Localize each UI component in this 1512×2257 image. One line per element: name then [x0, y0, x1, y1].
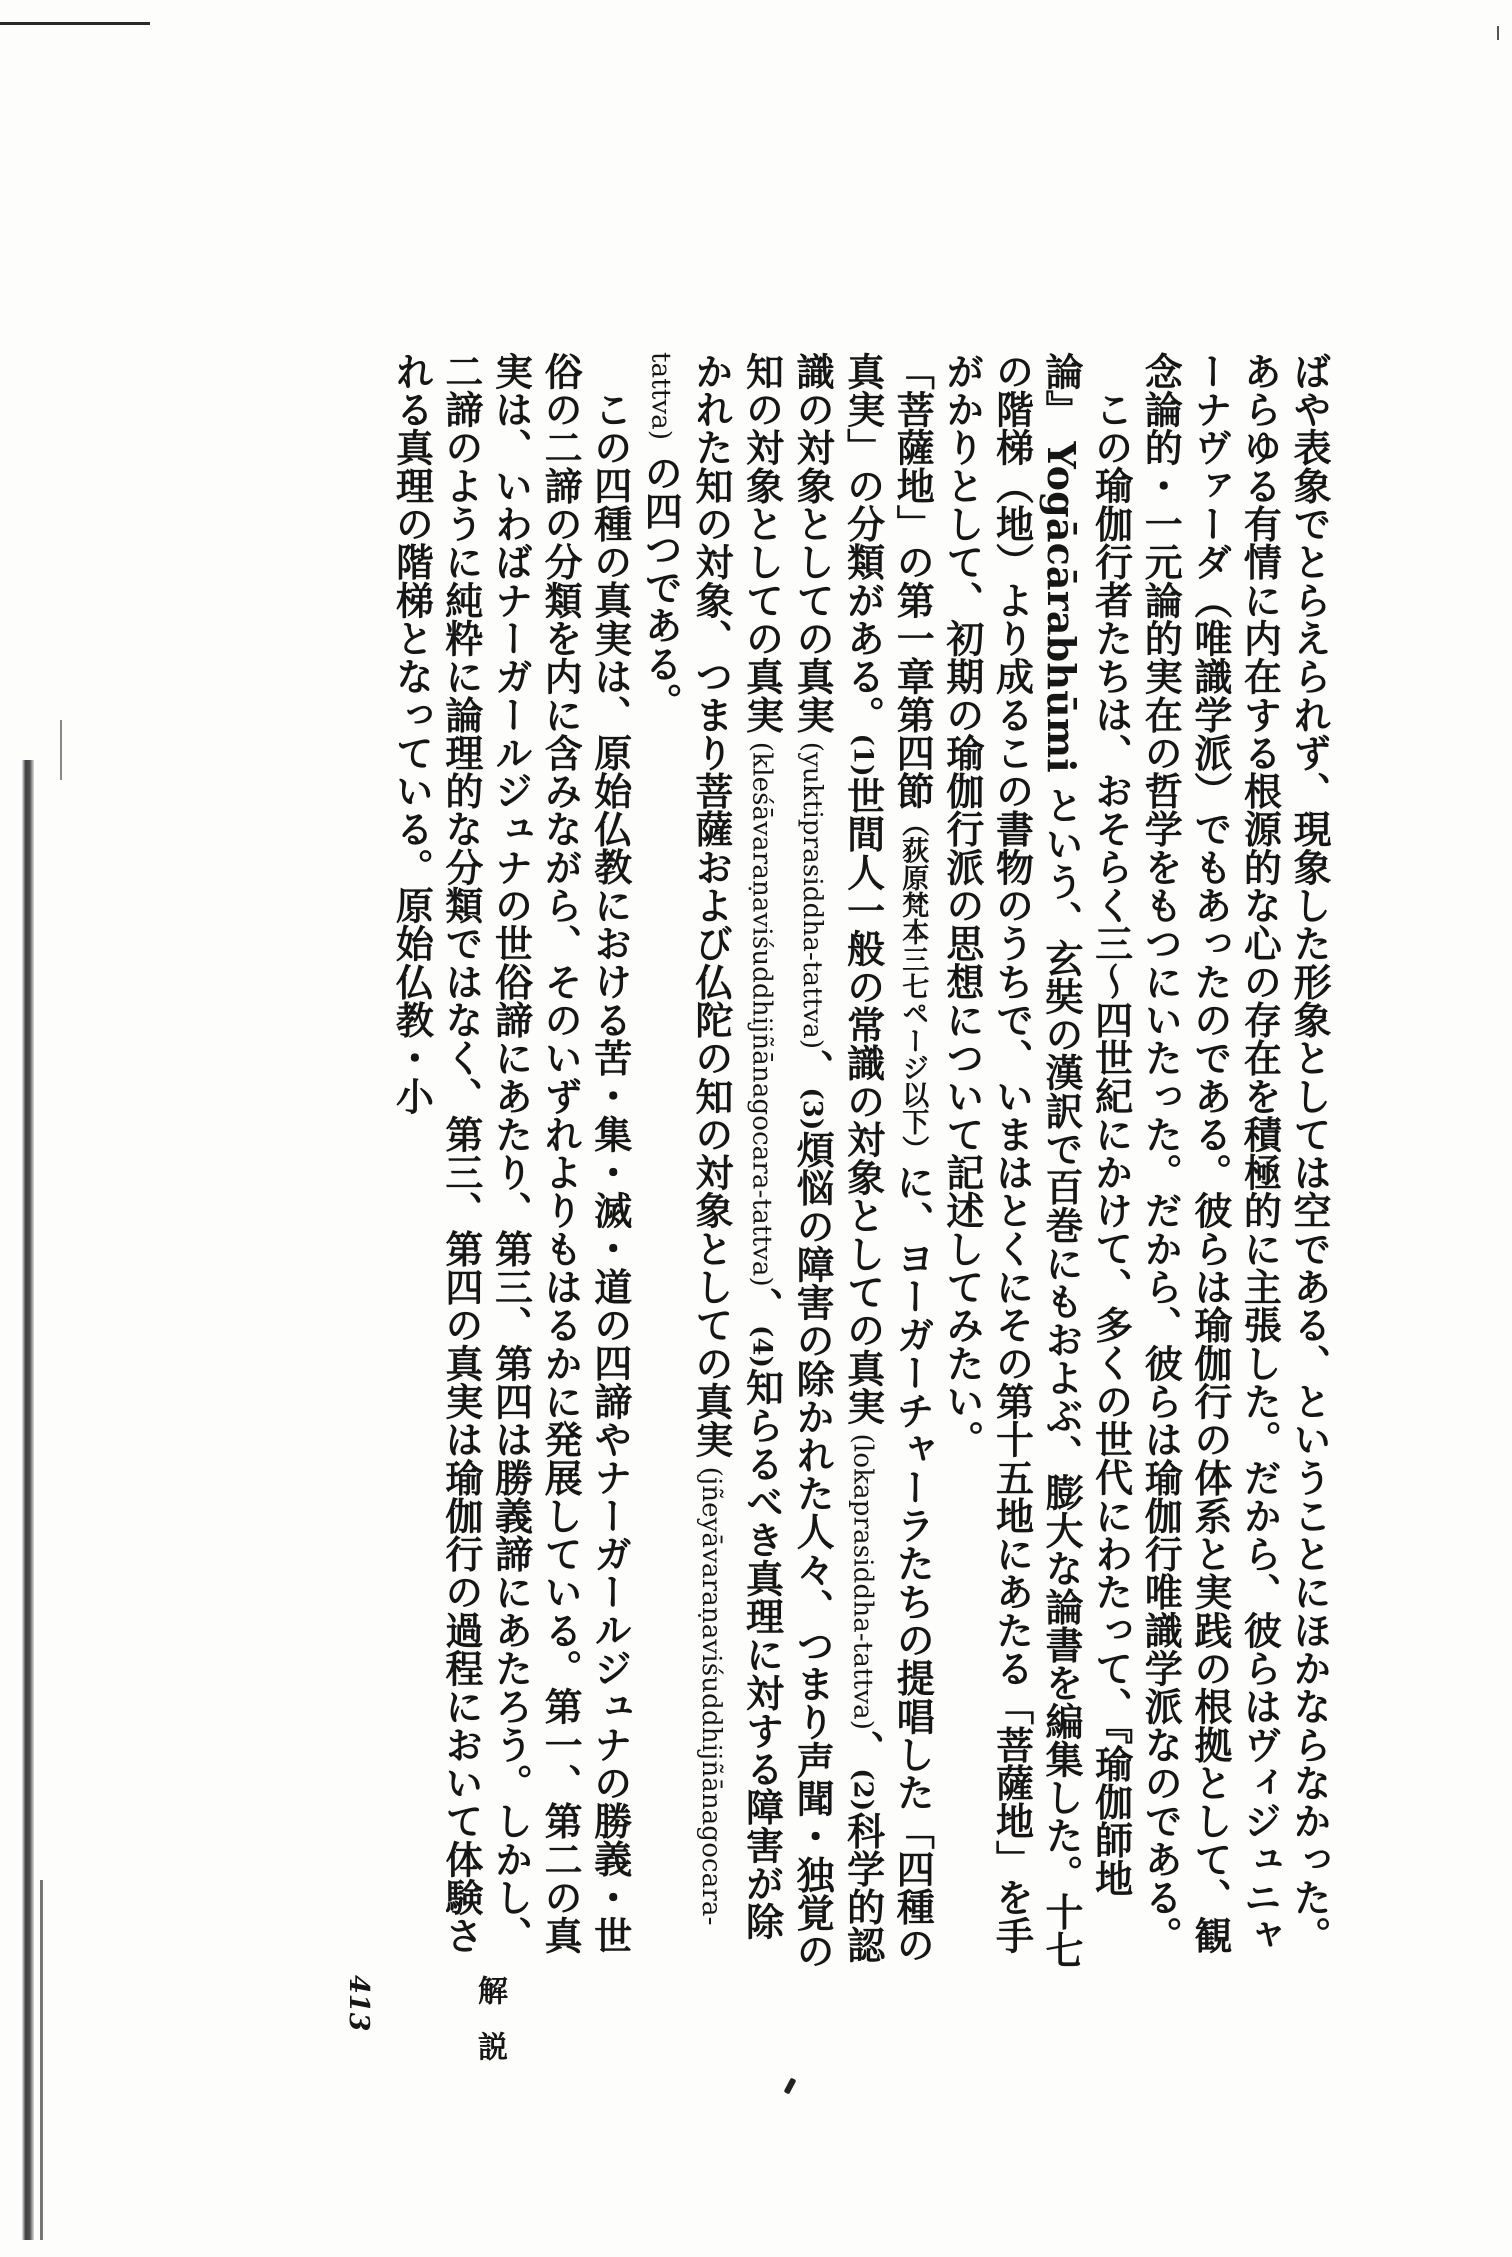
text-run: 、 [840, 1730, 886, 1769]
text-run: 知らるべき真理に対する障害が除かれた知の対象、つまり菩薩および仏陀の知の対象としての真実 [688, 352, 785, 1941]
list-marker-3: (3) [797, 1087, 828, 1131]
text-run: 世間人一般の常識の対象としての真実 [840, 776, 886, 1426]
list-marker-4: (4) [746, 1324, 777, 1369]
sanskrit-term: (lokaprasiddha-tattva) [847, 1425, 878, 1731]
list-marker-1: (1) [847, 733, 878, 777]
sanskrit-term: (yuktiprasiddha-tattva) [797, 733, 828, 1050]
text-run: 、 [790, 1049, 836, 1088]
book-binding-line-upper [60, 720, 62, 780]
paragraph-1: ばや表象でとらえられず、現象した形象としては空である、ということにほかならなかった。あらゆる有情に内在する根源的な心の存在を積極的に主張した。だから、彼らはヴィジュニャーナヴァーダ（唯識学派）でもあったのである。彼らは瑜伽行の体系と実践の根拠として、観念論的・一元論的実在の哲学をもつにいたった。だから、彼らは瑜伽行唯識学派なのである。 [1138, 352, 1332, 1955]
list-marker-2: (2) [847, 1768, 878, 1812]
book-binding-shadow [22, 760, 34, 2240]
book-binding-line [40, 1880, 43, 2240]
text-run: 、 [739, 1286, 785, 1325]
text-run: に、ヨーガーチャーラたちの提唱した「四種の真実」の分類がある。 [840, 352, 936, 1964]
scan-rule-mark [0, 22, 150, 25]
text-run: 煩悩の障害の除かれた人々、つまり声聞・独覚の知の対象としての真実 [739, 352, 836, 1970]
running-head: 解説 [472, 1975, 507, 2087]
paragraph-3 [635, 352, 938, 1972]
paragraph-2: この瑜伽行者たちは、おそらく三〜四世紀にかけて、多くの世代にわたって、『瑜伽師地論』 Yogācārabhūmi という、玄奘の漢訳で百巻にもおよぶ、膨大な論書を編集した。十七の階梯（地）より成るこの書物のうちで、いまはとくにその第十五地にあたる「菩薩地」を手がかりとして、初期の瑜伽行派の思想について記述してみたい。 [939, 352, 1134, 1969]
text-run: の四つである。 [638, 440, 684, 721]
body-text [174, 352, 1334, 1972]
scan-speck [1497, 26, 1499, 40]
text-run: 「菩薩地」の第一章第四節 [890, 352, 936, 810]
ink-speck [784, 2078, 797, 2095]
page-number: 413 [343, 1975, 374, 2032]
paragraph-4: この四種の真実は、原始仏教における苦・集・滅・道の四諦やナーガールジュナの勝義・世俗の二諦の分類を内に含みながら、そのいずれよりもはるかに発展している。第一、第二の真実は、いわばナーガールジュナの世俗諦にあたり、第三、第四は勝義諦にあたろう。しかし、二諦のように純粋に論理的な分類ではなく、第三、第四の真実は瑜伽行の過程において体験される真理の階梯となっている。原始仏教・小 [389, 352, 633, 1955]
sanskrit-term: (jñeyāvaraṇaviśuddhijñānagocara-tattva) [645, 352, 726, 1926]
text-run: 科学的認識の対象としての真実 [790, 352, 886, 1964]
sanskrit-term: (kleśāvaraṇaviśuddhijñānagocara-tattva) [746, 733, 777, 1287]
citation-note: （荻原梵本三七ページ以下） [897, 809, 929, 1163]
